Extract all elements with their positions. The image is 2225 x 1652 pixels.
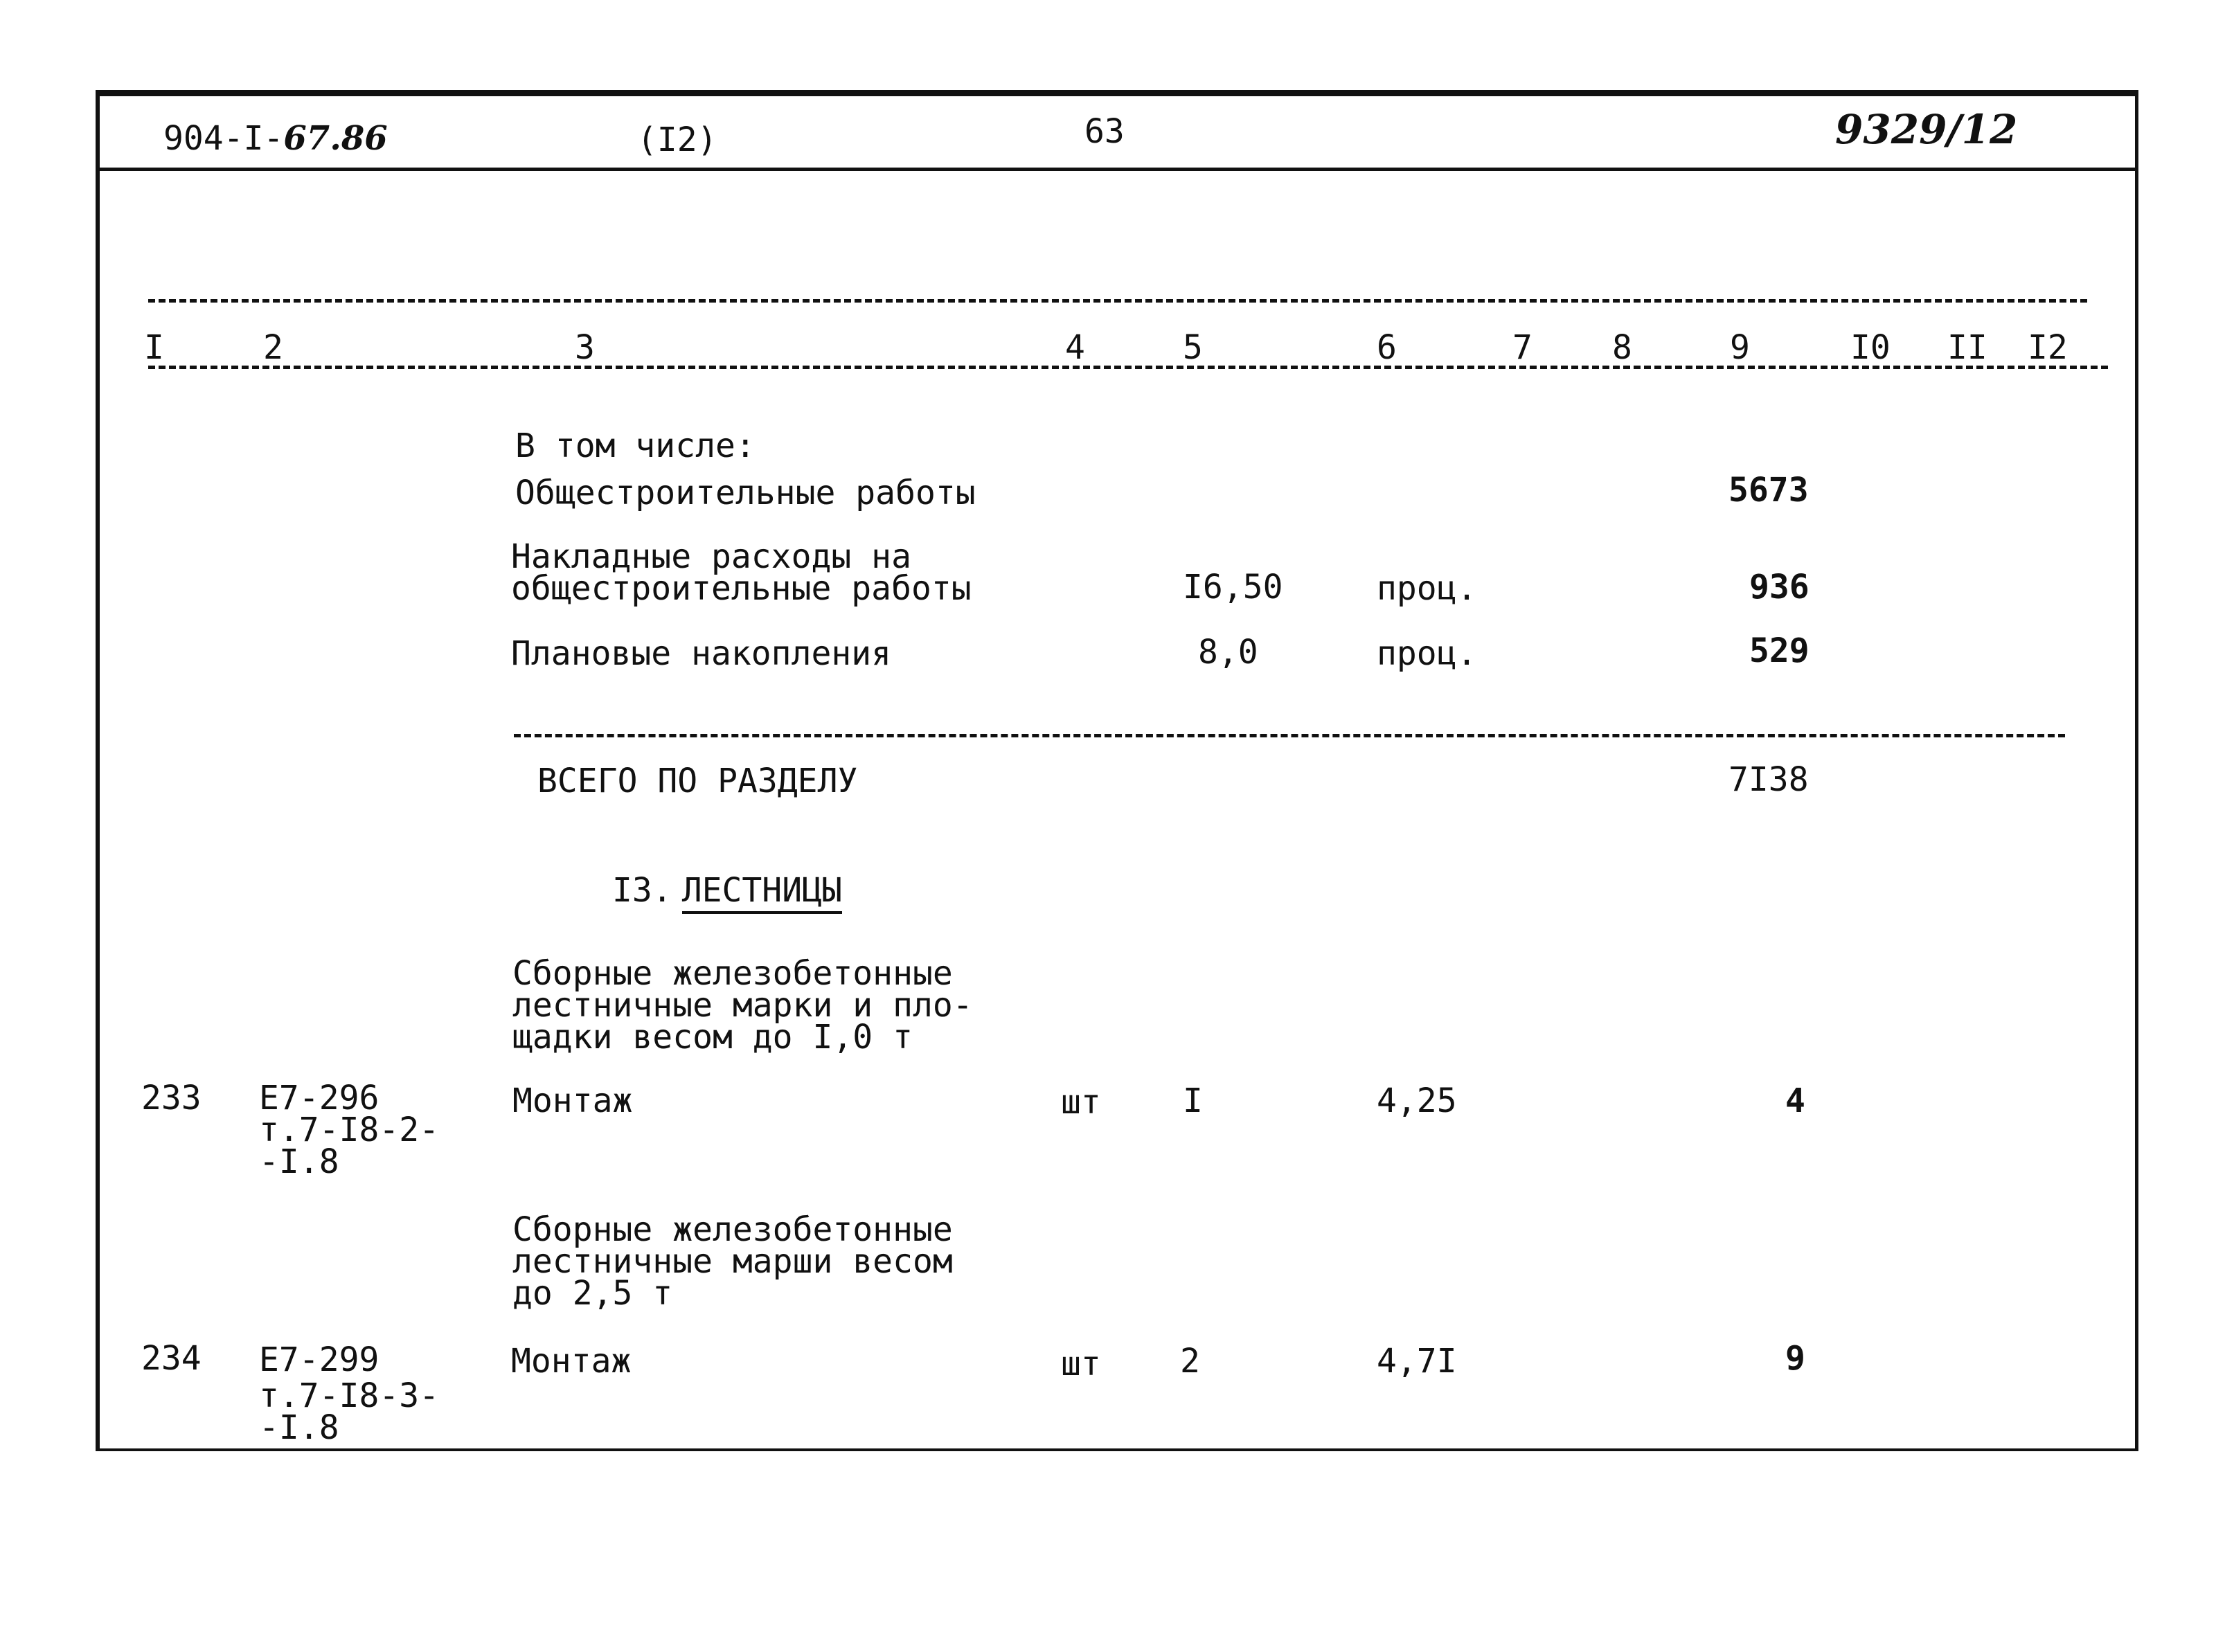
column-strip-bottom-rule xyxy=(148,366,2108,369)
section-total-label: ВСЕГО ПО РАЗДЕЛУ xyxy=(537,762,858,800)
item-work: Монтаж xyxy=(512,1081,633,1120)
item-code-line: Е7-299 xyxy=(259,1340,379,1379)
item-description-line: Сборные железобетонные xyxy=(512,1210,953,1249)
doc-code xyxy=(163,119,388,158)
section-heading xyxy=(612,871,842,910)
item-description-line: щадки весом до I,0 т xyxy=(512,1018,913,1057)
column-strip-top-rule xyxy=(148,299,2087,303)
item-description-line: до 2,5 т xyxy=(512,1274,673,1313)
column-number: 3 xyxy=(575,328,595,367)
column-number: 5 xyxy=(1183,328,1203,367)
column-number: 9 xyxy=(1730,328,1750,367)
item-code-line: Е7-296 xyxy=(259,1079,379,1117)
general-works-label: Общестроительные работы xyxy=(515,474,976,512)
item-unit: шт xyxy=(1061,1083,1101,1122)
column-number: 4 xyxy=(1065,328,1085,367)
section-number: I3. xyxy=(612,871,672,910)
general-works-total: 5673 xyxy=(1728,471,1809,510)
column-number: 2 xyxy=(263,328,283,367)
item-row-number: 234 xyxy=(141,1339,202,1378)
column-number: I2 xyxy=(2028,328,2068,367)
doc-code-prefix: 904-I- xyxy=(163,119,284,158)
item-code-line: т.7-I8-3- xyxy=(259,1376,440,1415)
item-quantity: I xyxy=(1183,1081,1203,1120)
item-unit-price: 4,7I xyxy=(1377,1342,1457,1381)
column-number: 7 xyxy=(1512,328,1533,367)
item-description-line: Сборные железобетонные xyxy=(512,954,953,993)
column-number: 6 xyxy=(1377,328,1397,367)
item-quantity: 2 xyxy=(1180,1342,1200,1381)
column-number: 8 xyxy=(1612,328,1632,367)
item-description-line: лестничные марки и пло- xyxy=(512,986,973,1025)
column-number: I xyxy=(144,328,164,367)
item-total: 4 xyxy=(1785,1081,1805,1120)
item-code-line: -I.8 xyxy=(259,1142,339,1181)
item-code-line: -I.8 xyxy=(259,1408,339,1447)
doc-code-handwritten: 67.86 xyxy=(283,119,388,158)
planned-label: Плановые накопления xyxy=(511,634,892,673)
overhead-label-line2: общестроительные работы xyxy=(511,569,972,608)
item-unit: шт xyxy=(1061,1345,1101,1383)
page-number: 63 xyxy=(1084,112,1125,151)
planned-rate: 8,0 xyxy=(1198,633,1258,672)
section-title: ЛЕСТНИЦЫ xyxy=(682,871,842,914)
section-total-value: 7I38 xyxy=(1728,760,1809,799)
header-divider xyxy=(96,168,2138,171)
overhead-unit: проц. xyxy=(1377,569,1477,608)
item-total: 9 xyxy=(1785,1339,1805,1378)
overhead-label-line1: Накладные расходы на xyxy=(511,537,911,576)
planned-unit: проц. xyxy=(1377,634,1477,673)
overhead-rate: I6,50 xyxy=(1183,568,1283,607)
archive-number: 9329/12 xyxy=(1835,106,2018,153)
item-description-line: лестничные марши весом xyxy=(512,1242,953,1281)
item-unit-price: 4,25 xyxy=(1377,1081,1457,1120)
item-row-number: 233 xyxy=(141,1079,202,1117)
item-code-line: т.7-I8-2- xyxy=(259,1111,440,1149)
overhead-total: 936 xyxy=(1749,568,1810,607)
column-number: II xyxy=(1947,328,1987,367)
total-separator-rule xyxy=(514,734,2065,737)
planned-total: 529 xyxy=(1749,631,1810,670)
sheet-ref: (I2) xyxy=(637,120,717,159)
column-number: I0 xyxy=(1850,328,1891,367)
item-work: Монтаж xyxy=(511,1342,632,1381)
page-frame xyxy=(96,90,2138,1451)
subtotal-intro: В том числе: xyxy=(515,427,756,465)
